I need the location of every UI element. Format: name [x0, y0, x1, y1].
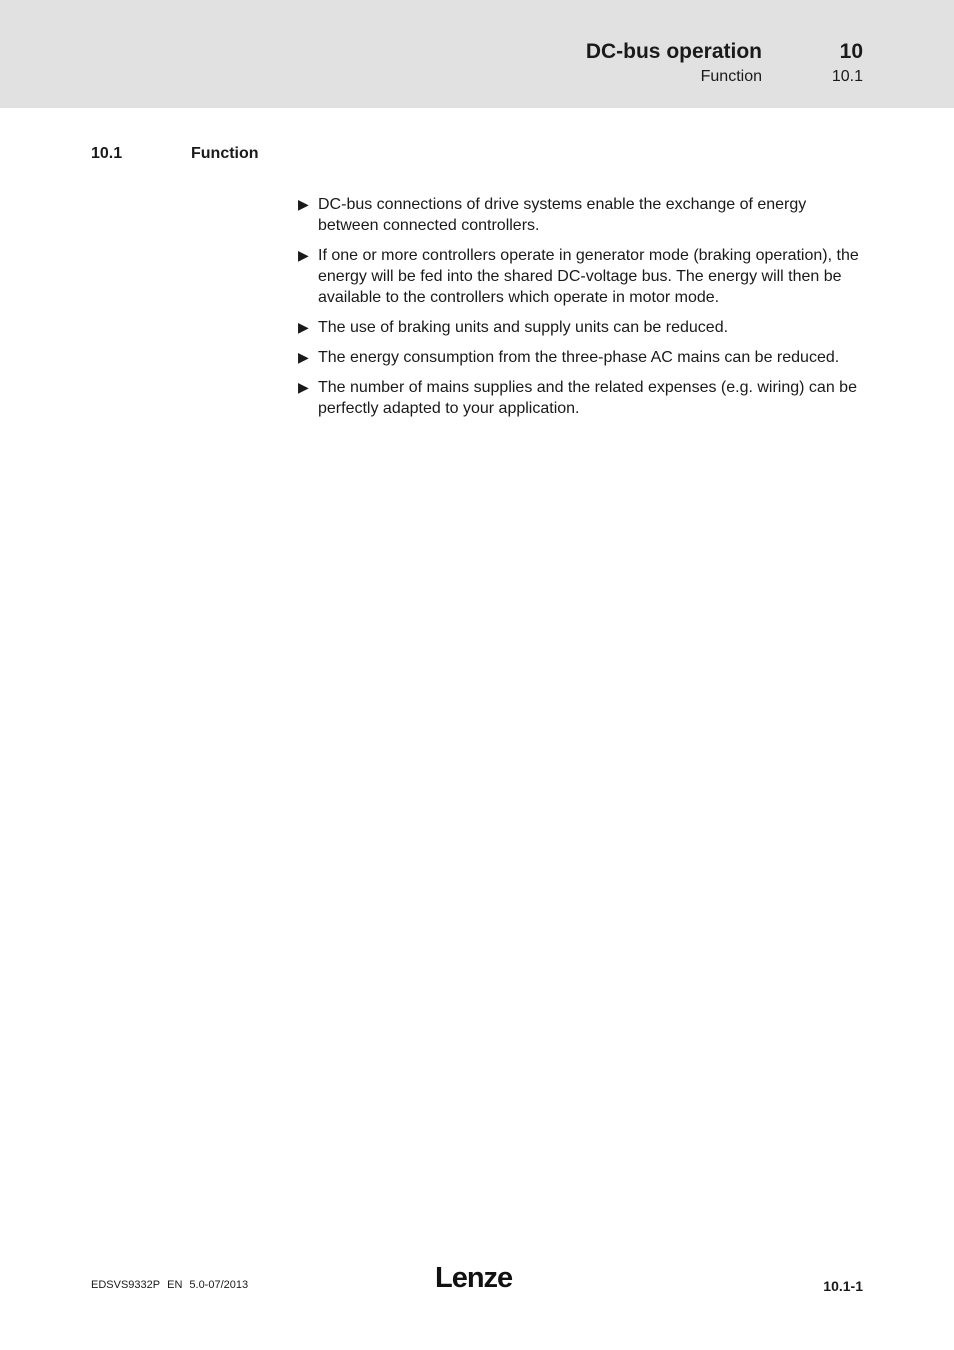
chapter-title: DC-bus operation	[585, 40, 762, 63]
page-header	[0, 0, 954, 108]
document-version: 5.0-07/2013	[189, 1279, 249, 1291]
list-item	[298, 317, 866, 338]
lenze-logo: Lenze	[435, 1262, 513, 1294]
list-item	[298, 245, 866, 308]
page-number: 10.1-1	[823, 1278, 863, 1294]
list-item-text: The use of braking units and supply units can be reduced.	[318, 319, 729, 336]
section-number-header: 10.1	[831, 68, 863, 85]
list-item-text: DC-bus connections of drive systems enable the exchange of energy between connected controllers.	[318, 196, 807, 234]
section-heading-number: 10.1	[91, 145, 123, 162]
triangle-right-icon: ▶	[298, 319, 309, 335]
list-item-text: The energy consumption from the three-phase AC mains can be reduced.	[318, 349, 840, 366]
chapter-number: 10	[839, 40, 863, 63]
triangle-right-icon: ▶	[298, 196, 309, 212]
list-item	[298, 347, 866, 368]
bullet-list	[298, 194, 866, 428]
triangle-right-icon: ▶	[298, 247, 309, 263]
list-item-text: The number of mains supplies and the related expenses (e.g. wiring) can be perfectly adapted to your application.	[318, 379, 857, 417]
list-item	[298, 194, 866, 236]
document-id: EDSVS9332P	[91, 1279, 161, 1291]
list-item-text: If one or more controllers operate in generator mode (braking operation), the energy will be fed into the shared DC-voltage bus. The energy will then be available to the controllers which operate in motor mode.	[318, 247, 859, 306]
document-reference	[91, 1279, 255, 1291]
section-subtitle: Function	[700, 68, 762, 85]
triangle-right-icon: ▶	[298, 349, 309, 365]
document-language: EN	[167, 1279, 183, 1291]
section-heading-title: Function	[191, 145, 259, 162]
list-item	[298, 377, 866, 419]
triangle-right-icon: ▶	[298, 379, 309, 395]
